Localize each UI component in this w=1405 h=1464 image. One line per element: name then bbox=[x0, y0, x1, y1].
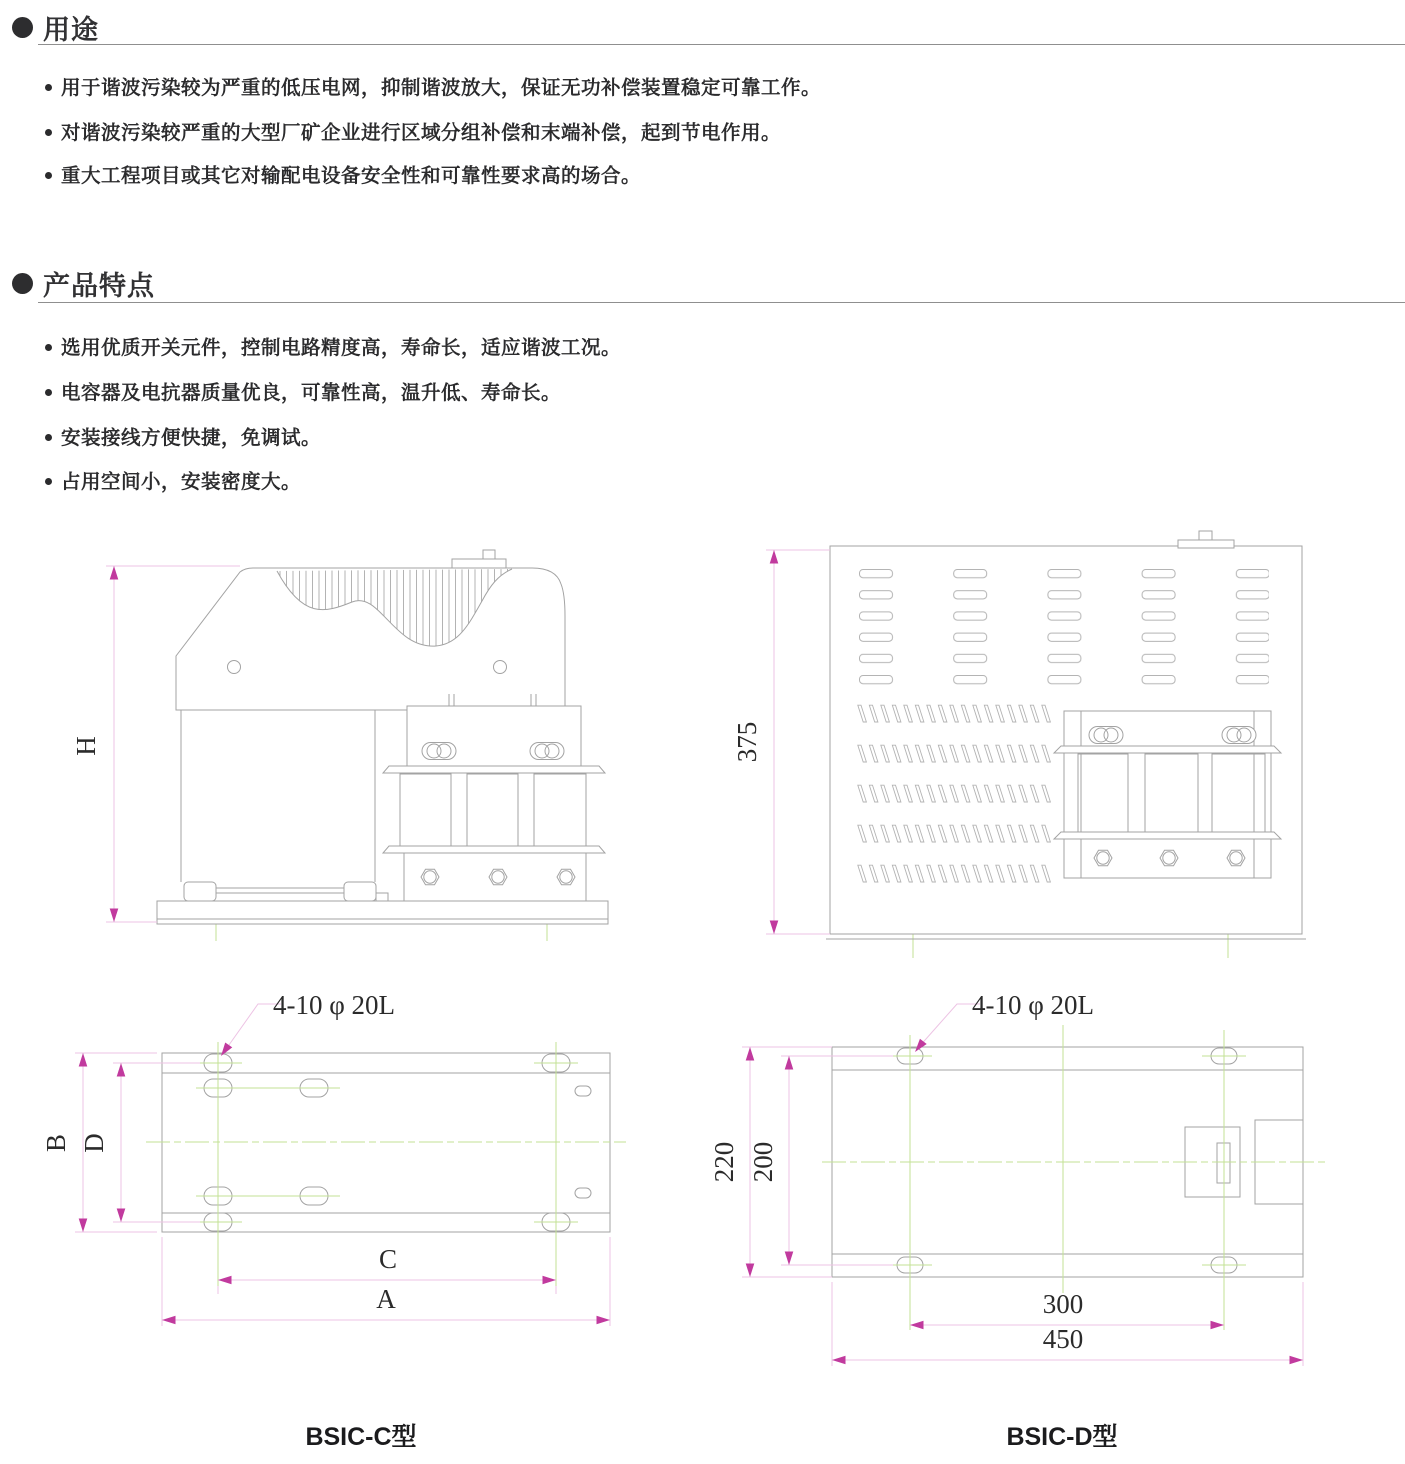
reactor-front bbox=[1054, 711, 1281, 878]
usage-item-3 bbox=[45, 160, 641, 188]
bullet-text: 占用空间小，安装密度大。 bbox=[61, 471, 302, 493]
bullet-dot bbox=[45, 434, 52, 441]
dim-label-d: D bbox=[79, 1133, 109, 1153]
dim-label-300: 300 bbox=[1042, 1289, 1084, 1319]
nut-icon bbox=[1227, 850, 1245, 866]
bullet-dot bbox=[45, 478, 52, 485]
terminal-icon bbox=[1089, 727, 1123, 744]
feature-item-4 bbox=[45, 466, 301, 494]
nut-icon bbox=[1094, 850, 1112, 866]
holes-callout-d bbox=[912, 990, 1094, 1055]
bullet-text: 选用优质开关元件，控制电路精度高，寿命长，适应谐波工况。 bbox=[61, 337, 622, 359]
mounting-slot bbox=[575, 1188, 591, 1198]
bullet-dot bbox=[45, 129, 52, 136]
holes-callout-c bbox=[217, 990, 395, 1058]
base-plate-c-drawing bbox=[41, 990, 626, 1451]
dim-label-450: 450 bbox=[1042, 1324, 1084, 1354]
section-header-usage bbox=[12, 8, 99, 47]
nut-icon bbox=[489, 869, 507, 885]
section-bullet-icon bbox=[12, 17, 33, 38]
baseplate bbox=[157, 901, 608, 924]
bullet-dot bbox=[45, 84, 52, 91]
front-view-drawing bbox=[732, 531, 1306, 958]
terminal-icon bbox=[530, 743, 564, 760]
feature-item-3 bbox=[45, 422, 321, 450]
bullet-dot bbox=[45, 344, 52, 351]
foot bbox=[184, 882, 216, 901]
slash-vents bbox=[856, 704, 1052, 888]
bullet-text: 电容器及电抗器质量优良，可靠性高，温升低、寿命长。 bbox=[61, 382, 562, 404]
bullet-text: 重大工程项目或其它对输配电设备安全性和可靠性要求高的场合。 bbox=[61, 165, 642, 187]
holes-label: 4-10 φ 20L bbox=[971, 990, 1095, 1020]
dim-label-a: A bbox=[376, 1284, 396, 1314]
core-stack bbox=[467, 774, 518, 846]
feature-item-1 bbox=[45, 332, 621, 360]
nut-icon bbox=[1160, 850, 1178, 866]
bullet-text: 安装接线方便快捷，免调试。 bbox=[61, 427, 322, 449]
holes-label: 4-10 φ 20L bbox=[272, 990, 396, 1020]
nut-icon bbox=[421, 869, 439, 885]
bullet-text: 用于谐波污染较为严重的低压电网，抑制谐波放大，保证无功补偿装置稳定可靠工作。 bbox=[61, 77, 822, 99]
dim-label-c: C bbox=[378, 1244, 398, 1274]
top-terminal-block bbox=[1178, 540, 1234, 548]
dim-label-220: 220 bbox=[709, 1141, 739, 1183]
core-stack bbox=[534, 774, 586, 846]
capacitor-body bbox=[181, 710, 375, 882]
dim-height-h bbox=[71, 566, 240, 922]
dim-label-h: H bbox=[71, 736, 101, 756]
terminal-icon bbox=[1222, 727, 1256, 744]
usage-item-1 bbox=[45, 72, 821, 100]
bolt-hole bbox=[228, 661, 241, 674]
dim-label-375: 375 bbox=[732, 721, 762, 763]
bolt-hole bbox=[494, 661, 507, 674]
technical-drawings bbox=[0, 520, 1405, 1464]
bullet-dot bbox=[45, 172, 52, 179]
section-title: 产品特点 bbox=[43, 271, 155, 301]
side-view-drawing bbox=[71, 550, 608, 941]
core-stack bbox=[400, 774, 451, 846]
dim-label-200: 200 bbox=[748, 1141, 778, 1183]
nut-icon bbox=[557, 869, 575, 885]
section-rule bbox=[38, 302, 1405, 303]
mounting-slot bbox=[575, 1086, 591, 1096]
usage-item-2 bbox=[45, 117, 781, 145]
base-plate-d-drawing bbox=[709, 990, 1325, 1451]
caption-bsic-d: BSIC-D型 bbox=[1006, 1423, 1118, 1451]
bullet-text: 对谐波污染较严重的大型厂矿企业进行区域分组补偿和末端补偿，起到节电作用。 bbox=[61, 122, 782, 144]
section-bullet-icon bbox=[12, 273, 33, 294]
top-terminal-block bbox=[452, 559, 506, 568]
caption-bsic-c: BSIC-C型 bbox=[305, 1423, 417, 1451]
dim-height-375 bbox=[732, 550, 830, 934]
terminal-icon bbox=[422, 743, 456, 760]
section-header-features bbox=[12, 264, 155, 303]
bullet-dot bbox=[45, 389, 52, 396]
feature-item-2 bbox=[45, 377, 561, 405]
louver-vents bbox=[859, 569, 1269, 685]
section-rule bbox=[38, 44, 1405, 45]
dim-label-b: B bbox=[41, 1133, 71, 1153]
section-title: 用途 bbox=[43, 15, 99, 45]
foot bbox=[344, 882, 376, 901]
reactor-side bbox=[383, 706, 605, 901]
